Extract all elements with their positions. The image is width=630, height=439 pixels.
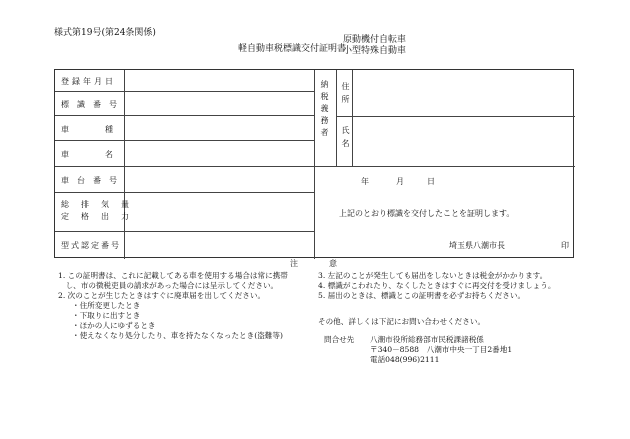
vehicle-types	[343, 35, 406, 57]
notes-heading-1: 注	[290, 259, 298, 268]
label-plate-number: 標識番号	[61, 100, 125, 109]
vehicle-type-small-special: 小型特殊自動車	[343, 46, 407, 56]
note-line: し、市の徴税吏員の請求があった場合には呈示してください。	[58, 281, 279, 290]
contact-details	[370, 335, 512, 365]
label-vehicle-name: 車名	[61, 150, 149, 159]
notes-heading-2: 意	[329, 259, 337, 268]
note-line: ・ほかの人にゆずるとき	[72, 321, 156, 330]
contact-line: 八潮市役所総務部市民税課諸税係	[370, 335, 484, 344]
vehicle-type-moped: 原動機付自転車	[343, 35, 407, 45]
inquiry-text: その他、詳しくは下記にお問い合わせください。	[318, 317, 486, 326]
note-line: ・使えなくなり処分したり、車を持たなくなったとき(盗難等)	[72, 331, 283, 340]
contact-line: 電話048(996)2111	[370, 355, 440, 364]
label-rated-output: 定格出力	[61, 212, 141, 221]
label-taxpayer: 納税義務者	[320, 80, 329, 140]
label-displacement: 総排気量	[61, 200, 141, 209]
certificate-form	[54, 69, 574, 258]
document-title: 軽自動車税標識交付証明書	[238, 44, 347, 54]
contact-label: 問合せ先	[324, 335, 355, 344]
date-day-label: 日	[427, 177, 435, 186]
label-vehicle-type: 車種	[61, 125, 149, 134]
certification-text: 上記のとおり標識を交付したことを証明します。	[339, 209, 515, 218]
notes-right	[318, 271, 555, 301]
date-year-label: 年	[361, 177, 369, 186]
note-line: 5. 届出のときは、標識とこの証明書を必ずお持ちください。	[318, 291, 526, 300]
label-model-cert-number: 型式認定番号	[61, 241, 121, 250]
label-chassis-number: 車台番号	[61, 176, 125, 185]
note-line: 3. 左記のことが発生しても届出をしないときは税金がかかります。	[318, 271, 548, 280]
contact-line: 〒340－8588 八潮市中央一丁目2番地1	[370, 345, 513, 354]
note-line: ・下取りに出すとき	[72, 311, 141, 320]
note-line: 1. この証明書は、これに記載してある車を使用する場合は常に携帯	[58, 271, 288, 280]
note-line: ・住所変更したとき	[72, 301, 141, 310]
note-line: 2. 次のことが生じたときはすぐに廃車届を出してください。	[58, 291, 266, 300]
note-line: 4. 標識がこわれたり、なくしたときはすぐに再交付を受けましょう。	[318, 281, 556, 290]
seal-mark: 印	[561, 241, 569, 250]
form-number: 様式第19号(第24条関係)	[54, 28, 156, 38]
issuer: 埼玉県八潮市長	[449, 241, 505, 250]
label-address: 住所	[341, 82, 350, 108]
notes-left	[58, 271, 288, 341]
date-month-label: 月	[396, 177, 404, 186]
label-registration-date: 登録年月日	[61, 77, 116, 86]
label-name: 氏名	[341, 126, 350, 152]
